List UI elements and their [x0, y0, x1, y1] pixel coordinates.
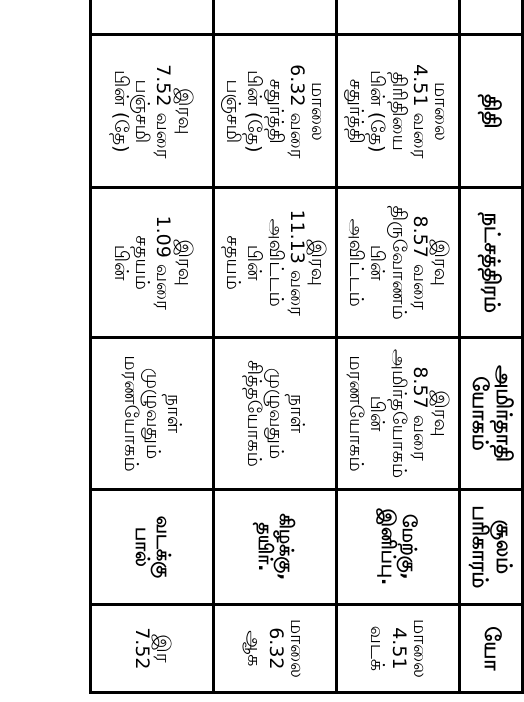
cell-line: நாள் — [162, 393, 185, 434]
cell-soolam-parigaram — [214, 490, 337, 605]
cell-line: 8.57 வரை — [408, 215, 431, 310]
cell-soolam-parigaram — [91, 490, 214, 605]
cell-line: 1.09 வரை — [152, 215, 175, 310]
cell-line: சித்தயோகம் — [243, 360, 266, 467]
cell-nakshatram — [214, 188, 337, 338]
cell-yo — [91, 604, 214, 692]
panchangam-table — [89, 0, 524, 694]
cell-line: அவிட்டம் — [264, 218, 287, 307]
cell-blank — [337, 0, 460, 35]
cell-line: மரணயோகம் — [120, 355, 143, 472]
cell-line: கிழக்கு, — [275, 513, 298, 581]
cell-line: மேற்கு, — [398, 514, 421, 580]
cell-line: வடக் — [366, 625, 389, 672]
cell-line: வடக்கு — [152, 515, 175, 578]
cell-line: 11.13 வரை — [285, 209, 308, 316]
cell-line: பின் (தே) — [243, 70, 266, 153]
cell-line: இனிப்பு. — [377, 508, 399, 586]
cell-amirthathi-yogam — [91, 338, 214, 490]
cell-line: மாலை — [285, 618, 308, 678]
cell-line: பின் — [366, 244, 389, 281]
cell-blank — [214, 0, 337, 35]
cell-line: இரவு — [307, 239, 330, 286]
cell-blank — [91, 0, 214, 35]
cell-line: நாள் — [285, 393, 308, 434]
cell-yo — [214, 604, 337, 692]
cell-line: 8.57 வரை — [408, 366, 431, 461]
cell-line: பால் — [131, 526, 153, 567]
cell-line: திருவோணம் — [387, 205, 410, 320]
cell-line: பின் (தே) — [366, 70, 389, 153]
cell-line: 4.51 வரை — [408, 64, 431, 159]
cell-line: சதுர்த்தி — [264, 78, 287, 144]
cell-soolam-parigaram — [337, 490, 460, 605]
cell-amirthathi-yogam — [337, 338, 460, 490]
cell-line: பின் (தே) — [109, 70, 132, 153]
cell-line: அமிர்தயோகம் — [387, 348, 410, 479]
cell-line: தயிர். — [254, 522, 276, 572]
table-row — [91, 0, 214, 693]
table-row — [214, 0, 337, 693]
header-thithi: திதி — [460, 35, 523, 188]
cell-thithi — [337, 35, 460, 188]
cell-line: சதயம் — [131, 235, 153, 290]
cell-nakshatram — [337, 188, 460, 338]
cell-line: இரவு — [173, 88, 196, 135]
cell-line: மாலை — [408, 618, 431, 678]
cell-line: இரவு — [173, 239, 196, 286]
cell-line: 4.51 — [387, 627, 410, 670]
cell-amirthathi-yogam — [214, 338, 337, 490]
header-yo: யோ — [460, 604, 523, 692]
cell-line: பின் — [243, 244, 266, 281]
cell-line: திரிதியை — [387, 71, 410, 151]
cell-line: சதுர்த்தி — [345, 78, 368, 144]
cell-line: பஞ்சமி — [131, 79, 153, 144]
header-blank — [460, 0, 523, 35]
cell-line: சதயம் — [222, 235, 245, 290]
cell-line: மரணயோகம் — [345, 355, 368, 472]
cell-line: ஆக — [243, 630, 266, 667]
cell-line: 6.32 வரை — [285, 64, 308, 159]
header-nakshatram: நட்சத்திரம் — [460, 188, 523, 338]
cell-nakshatram — [91, 188, 214, 338]
cell-line: 7.52 வரை — [152, 64, 175, 159]
cell-line: முழுவதும் — [264, 367, 287, 460]
cell-line: 7.52 — [131, 627, 153, 670]
cell-line: மாலை — [430, 81, 453, 141]
cell-line: மாலை — [307, 81, 330, 141]
header-amirthathi-yogam: அமிர்தாதி யோகம் — [460, 338, 523, 490]
cell-line: முழுவதும் — [141, 367, 164, 460]
cell-line: அவிட்டம் — [345, 218, 368, 307]
cell-line: பின் — [366, 395, 389, 432]
header-row — [460, 0, 523, 693]
cell-line: பஞ்சமி — [222, 79, 245, 144]
table-row — [337, 0, 460, 693]
cell-line: இரவு — [430, 239, 453, 286]
cell-thithi — [214, 35, 337, 188]
cell-line: இர — [152, 634, 175, 663]
cell-yo — [337, 604, 460, 692]
cell-thithi — [91, 35, 214, 188]
header-soolam-parigaram: சூலம் பரிகாரம் — [460, 490, 523, 605]
cell-line: இரவு — [430, 390, 453, 437]
cell-line: 6.32 — [264, 627, 287, 670]
cell-line: பின் — [109, 244, 132, 281]
